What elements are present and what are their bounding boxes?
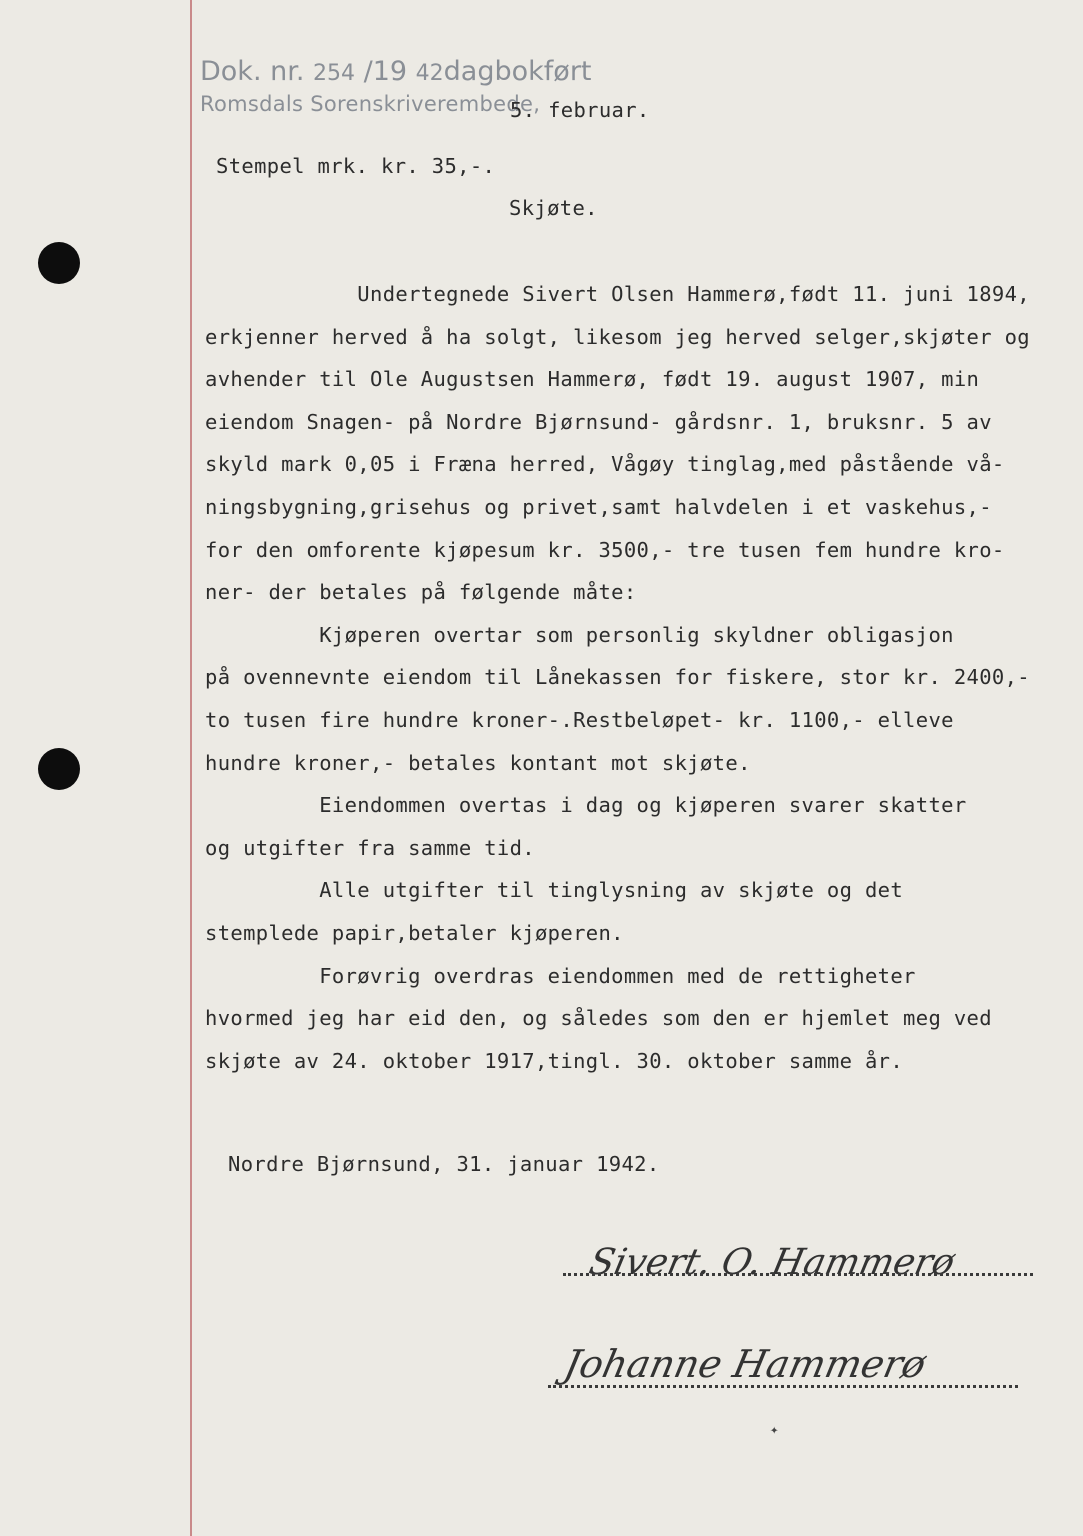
body-line: Forøvrig overdras eiendommen med de rettigheter	[205, 963, 916, 988]
punch-hole	[38, 748, 80, 790]
co-signature: Johanne Hammerø	[560, 1342, 930, 1386]
body-line: stemplede papir,betaler kjøperen.	[205, 921, 624, 945]
margin-rule	[190, 0, 192, 1536]
punch-hole	[38, 242, 80, 284]
body-line: ningsbygning,grisehus og privet,samt halvdelen i et vaskehus,-	[205, 495, 992, 519]
stamp-status: dagbokført	[443, 56, 592, 87]
document-title: Skjøte.	[509, 196, 598, 220]
body-line: skyld mark 0,05 i Fræna herred, Vågøy tinglag,med påstående vå-	[205, 452, 1005, 477]
body-line: Alle utgifter til tinglysning av skjøte og det	[205, 878, 904, 903]
body-line: skjøte av 24. oktober 1917,tingl. 30. oktober samme år.	[205, 1048, 904, 1073]
ink-mark: ✦	[770, 1422, 779, 1438]
place-date: Nordre Bjørnsund, 31. januar 1942.	[228, 1152, 660, 1176]
stamp-dok-label: Dok. nr.	[200, 56, 305, 87]
body-line: hundre kroner,- betales kontant mot skjøte.	[205, 750, 751, 775]
body-line: Undertegnede Sivert Olsen Hammerø,født 11. juni 1894,	[205, 282, 1030, 306]
body-line: Eiendommen overtas i dag og kjøperen svarer skatter	[205, 793, 967, 818]
signature-line	[548, 1385, 1018, 1388]
stamp-doc-number: 254	[313, 61, 356, 86]
body-line: og utgifter fra samme tid.	[205, 835, 535, 860]
body-line: ner- der betales på følgende måte:	[205, 580, 637, 605]
seller-signature: Sivert. O. Hammerø	[585, 1242, 959, 1283]
body-line: avhender til Ole Augustsen Hammerø, født 19. august 1907, min	[205, 367, 980, 392]
stamp-year: 42	[415, 61, 444, 86]
body-line: eiendom Snagen- på Nordre Bjørnsund- gårdsnr. 1, bruksnr. 5 av	[205, 409, 992, 434]
stamp-year-sep: /19	[363, 56, 408, 87]
body-line: for den omforente kjøpesum kr. 3500,- tre tusen fem hundre kro-	[205, 537, 1005, 562]
body-line: hvormed jeg har eid den, og således som den er hjemlet meg ved	[205, 1006, 992, 1031]
body-line: Kjøperen overtar som personlig skyldner obligasjon	[205, 622, 954, 647]
registry-stamp	[200, 56, 592, 87]
stamp-duty-note: Stempel mrk. kr. 35,-.	[216, 154, 496, 178]
body-line: erkjenner herved å ha solgt, likesom jeg herved selger,skjøter og	[205, 324, 1030, 349]
signature-line	[563, 1273, 1033, 1276]
stamp-date: 5. februar.	[510, 98, 650, 122]
body-line: to tusen fire hundre kroner-.Restbeløpet- kr. 1100,- elleve	[205, 708, 954, 732]
body-line: på ovennevnte eiendom til Lånekassen for fiskere, stor kr. 2400,-	[205, 665, 1030, 690]
stamp-office: Romsdals Sorenskriverembede,	[200, 92, 541, 116]
